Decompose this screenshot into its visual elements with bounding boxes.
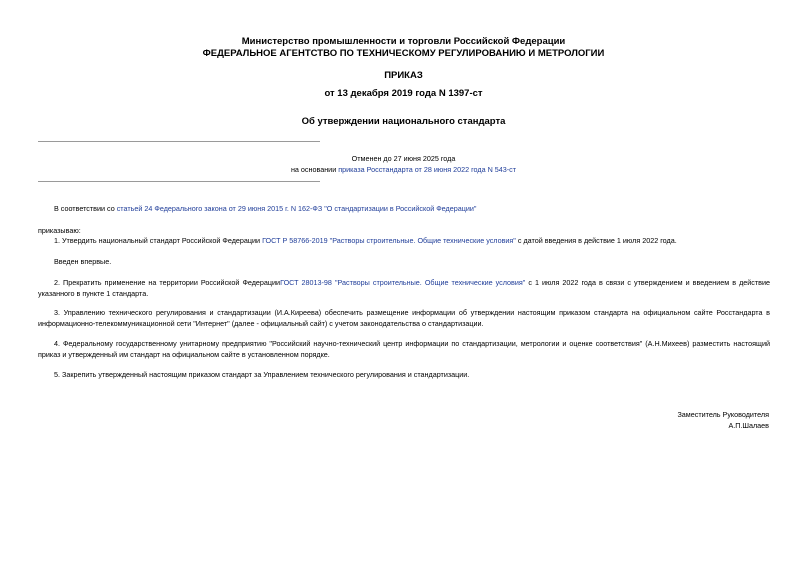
item-1-prefix: 1. Утвердить национальный стандарт Российской Федерации — [54, 236, 263, 245]
item-5: 5. Закрепить утвержденный настоящим приказом стандарт за Управлением технического регулирования и стандартизации. — [54, 370, 470, 379]
signature-name: А.П.Шалаев — [728, 421, 769, 430]
divider-bottom — [38, 181, 320, 182]
item-2-suffix: с 1 июля 2022 года в связи с утверждением и введением в действие указанного в пункте 1 стандарта. — [38, 278, 770, 298]
federal-law-link[interactable]: статьей 24 Федерального закона от 29 июня 2015 г. N 162-ФЗ "О стандартизации в Российской Федерации" — [116, 204, 477, 213]
item-2-prefix: 2. Прекратить применение на территории Российской Федерации — [54, 278, 281, 287]
preamble — [38, 203, 770, 214]
order-word: приказываю: — [38, 226, 81, 235]
item-1-suffix: с датой введения в действие 1 июля 2022 года. — [515, 236, 677, 245]
preamble-prefix: В соответствии со — [54, 204, 117, 213]
divider-top — [38, 141, 320, 142]
order-subject: Об утверждении национального стандарта — [301, 116, 506, 127]
item-2 — [38, 277, 770, 299]
cancellation-basis-link[interactable]: приказа Росстандарта от 28 июня 2022 года N 543-ст — [338, 165, 517, 174]
ministry-title: Министерство промышленности и торговли Российской Федерации — [241, 36, 566, 47]
agency-title: ФЕДЕРАЛЬНОЕ АГЕНТСТВО ПО ТЕХНИЧЕСКОМУ РЕГУЛИРОВАНИЮ И МЕТРОЛОГИИ — [202, 48, 605, 59]
signature-position: Заместитель Руководителя — [677, 410, 769, 419]
item-1 — [38, 235, 770, 246]
item-3: 3. Управлению технического регулирования и стандартизации (И.А.Киреева) обеспечить размещение информации об утверждении настоящим приказом стандарта на официальном сайте Росстандарта в информационно-телекоммуникационной сети "Интернет" (далее - официальный сайт) с учетом законодательства о стандартизации. — [38, 308, 770, 328]
cancellation-basis-prefix: на основании — [290, 165, 339, 174]
order-date: от 13 декабря 2019 года N 1397-ст — [324, 88, 483, 99]
gost-r-58766-link[interactable]: ГОСТ Р 58766-2019 "Растворы строительные. Общие технические условия" — [262, 236, 516, 245]
order-label: ПРИКАЗ — [384, 70, 423, 81]
intro-note: Введен впервые. — [54, 257, 112, 266]
gost-28013-link[interactable]: ГОСТ 28013-98 "Растворы строительные. Общие технические условия" — [280, 278, 526, 287]
item-4: 4. Федеральному государственному унитарному предприятию "Российский научно-технический центр информации по стандартизации, метрологии и оценке соответствия" (А.Н.Михеев) разместить настоящий приказ и утвержденный им стандарт на официальном сайте в установленном порядке. — [38, 339, 770, 359]
cancellation-note: Отменен до 27 июня 2025 года — [351, 154, 456, 163]
cancellation-basis — [0, 165, 807, 174]
